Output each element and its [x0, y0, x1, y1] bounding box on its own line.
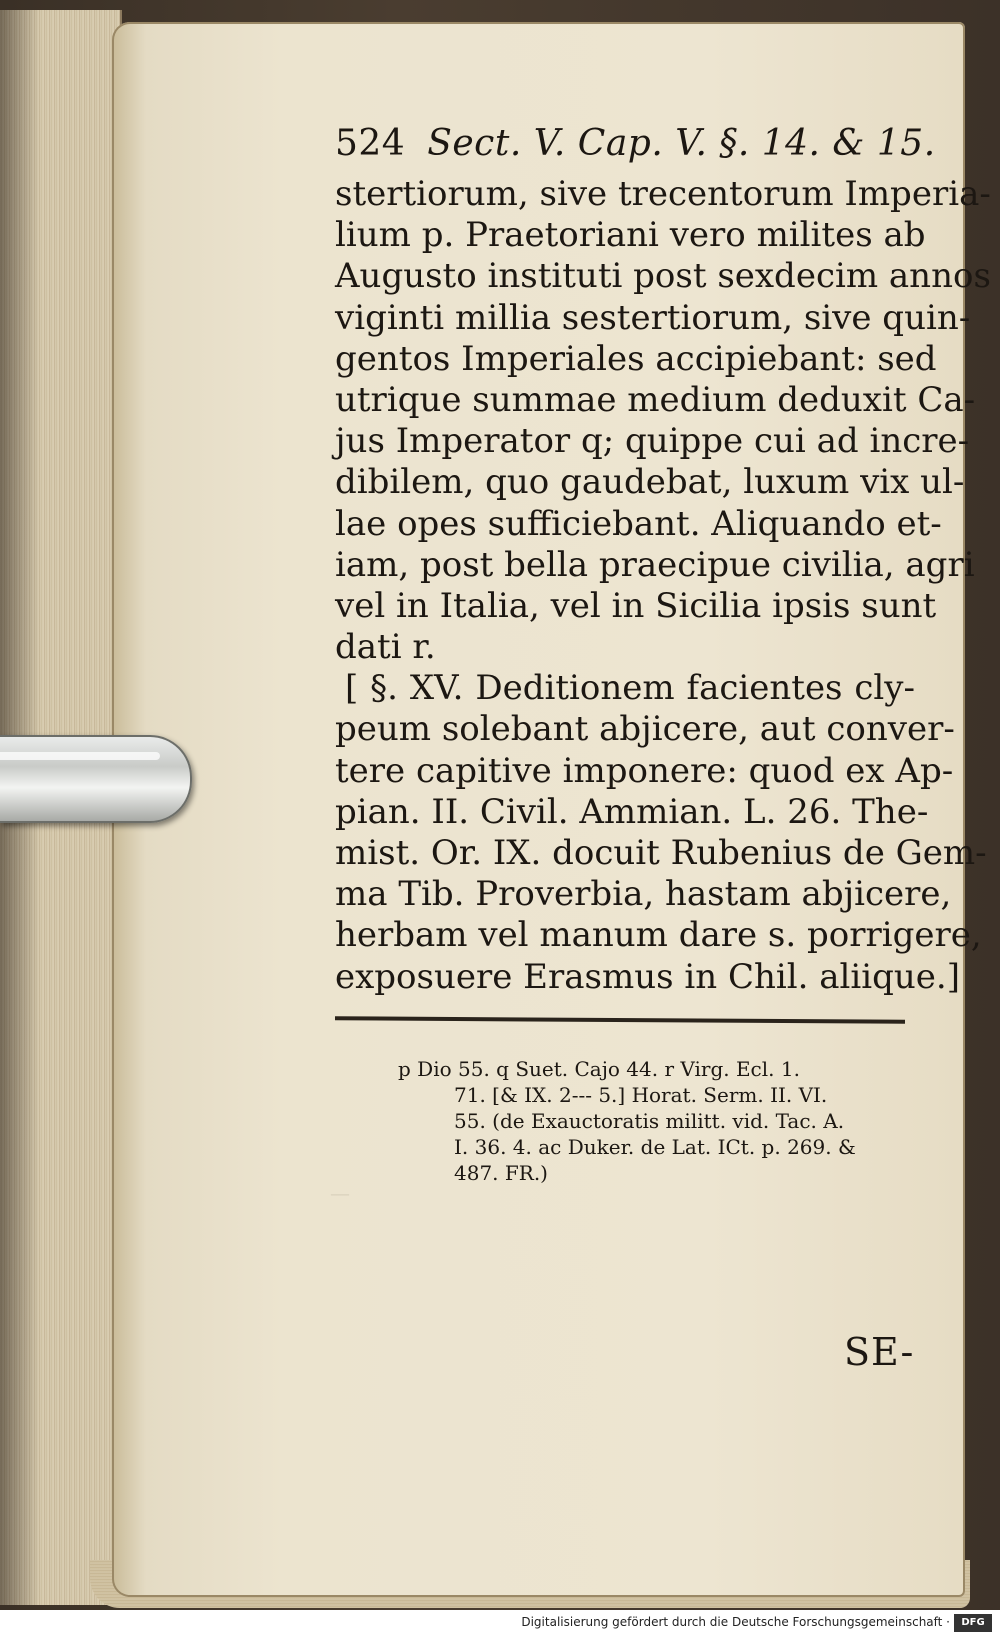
footnote-line: p Dio 55. q Suet. Cajo 44. r Virg. Ecl. 1.: [398, 1057, 800, 1081]
text-line: Augusto instituti post sexdecim annos: [335, 256, 991, 297]
reverse-side-show-through: —: [330, 1181, 350, 1205]
footnote-line: 71. [& IX. 2--- 5.] Horat. Serm. II. VI.: [454, 1083, 828, 1107]
digitization-footer: [0, 1610, 1000, 1637]
text-line: peum solebant abjicere, aut conver-: [335, 709, 955, 750]
footnote-line: I. 36. 4. ac Duker. de Lat. ICt. p. 269. &: [454, 1135, 856, 1159]
text-line: tere capitive imponere: quod ex Ap-: [335, 750, 954, 791]
main-text-block: [335, 118, 991, 998]
text-line: lium p. Praetoriani vero milites ab: [335, 215, 926, 256]
body-text: [335, 174, 991, 998]
text-line: gentos Imperiales accipiebant: sed: [335, 338, 937, 379]
footnote-line: 487. FR.): [454, 1161, 548, 1185]
catchword: SE-: [844, 1330, 915, 1374]
footnotes: [398, 1056, 908, 1186]
text-line: utrique summae medium deduxit Ca-: [335, 379, 976, 420]
text-line: pian. II. Civil. Ammian. L. 26. The-: [335, 791, 929, 832]
text-line: iam, post bella praecipue civilia, agri: [335, 544, 975, 585]
running-head: [335, 118, 936, 170]
text-line: viginti millia sestertiorum, sive quin-: [335, 297, 971, 338]
running-head-title: Sect. V. Cap. V. §. 14. & 15.: [427, 123, 936, 164]
text-line: mist. Or. IX. docuit Rubenius de Gem-: [335, 833, 987, 873]
page-clip: [0, 735, 192, 823]
text-line: herbam vel manum dare s. porrigere,: [335, 915, 982, 956]
text-line: dati r.: [335, 627, 436, 668]
footnote-line: 55. (de Exauctoratis militt. vid. Tac. A.: [454, 1109, 845, 1133]
text-line: dibilem, quo gaudebat, luxum vix ul-: [335, 462, 965, 503]
text-line: vel in Italia, vel in Sicilia ipsis sunt: [335, 585, 937, 626]
page-number: 524: [335, 123, 406, 164]
text-line: ma Tib. Proverbia, hastam abjicere,: [335, 874, 952, 915]
text-line: lae opes sufficiebant. Aliquando et-: [335, 503, 942, 544]
section-heading-line: [ §. XV. Deditionem facientes cly-: [345, 668, 915, 709]
text-line: exposuere Erasmus in Chil. aliique.]: [335, 956, 960, 997]
text-line: jus Imperator q; quippe cui ad incre-: [335, 421, 970, 462]
text-line: stertiorum, sive trecentorum Imperia-: [335, 174, 991, 214]
footer-credit: Digitalisierung gefördert durch die Deutsche Forschungsgemeinschaft ·: [521, 1615, 950, 1629]
page-clip-highlight: [0, 752, 160, 760]
dfg-logo: DFG: [954, 1614, 992, 1632]
